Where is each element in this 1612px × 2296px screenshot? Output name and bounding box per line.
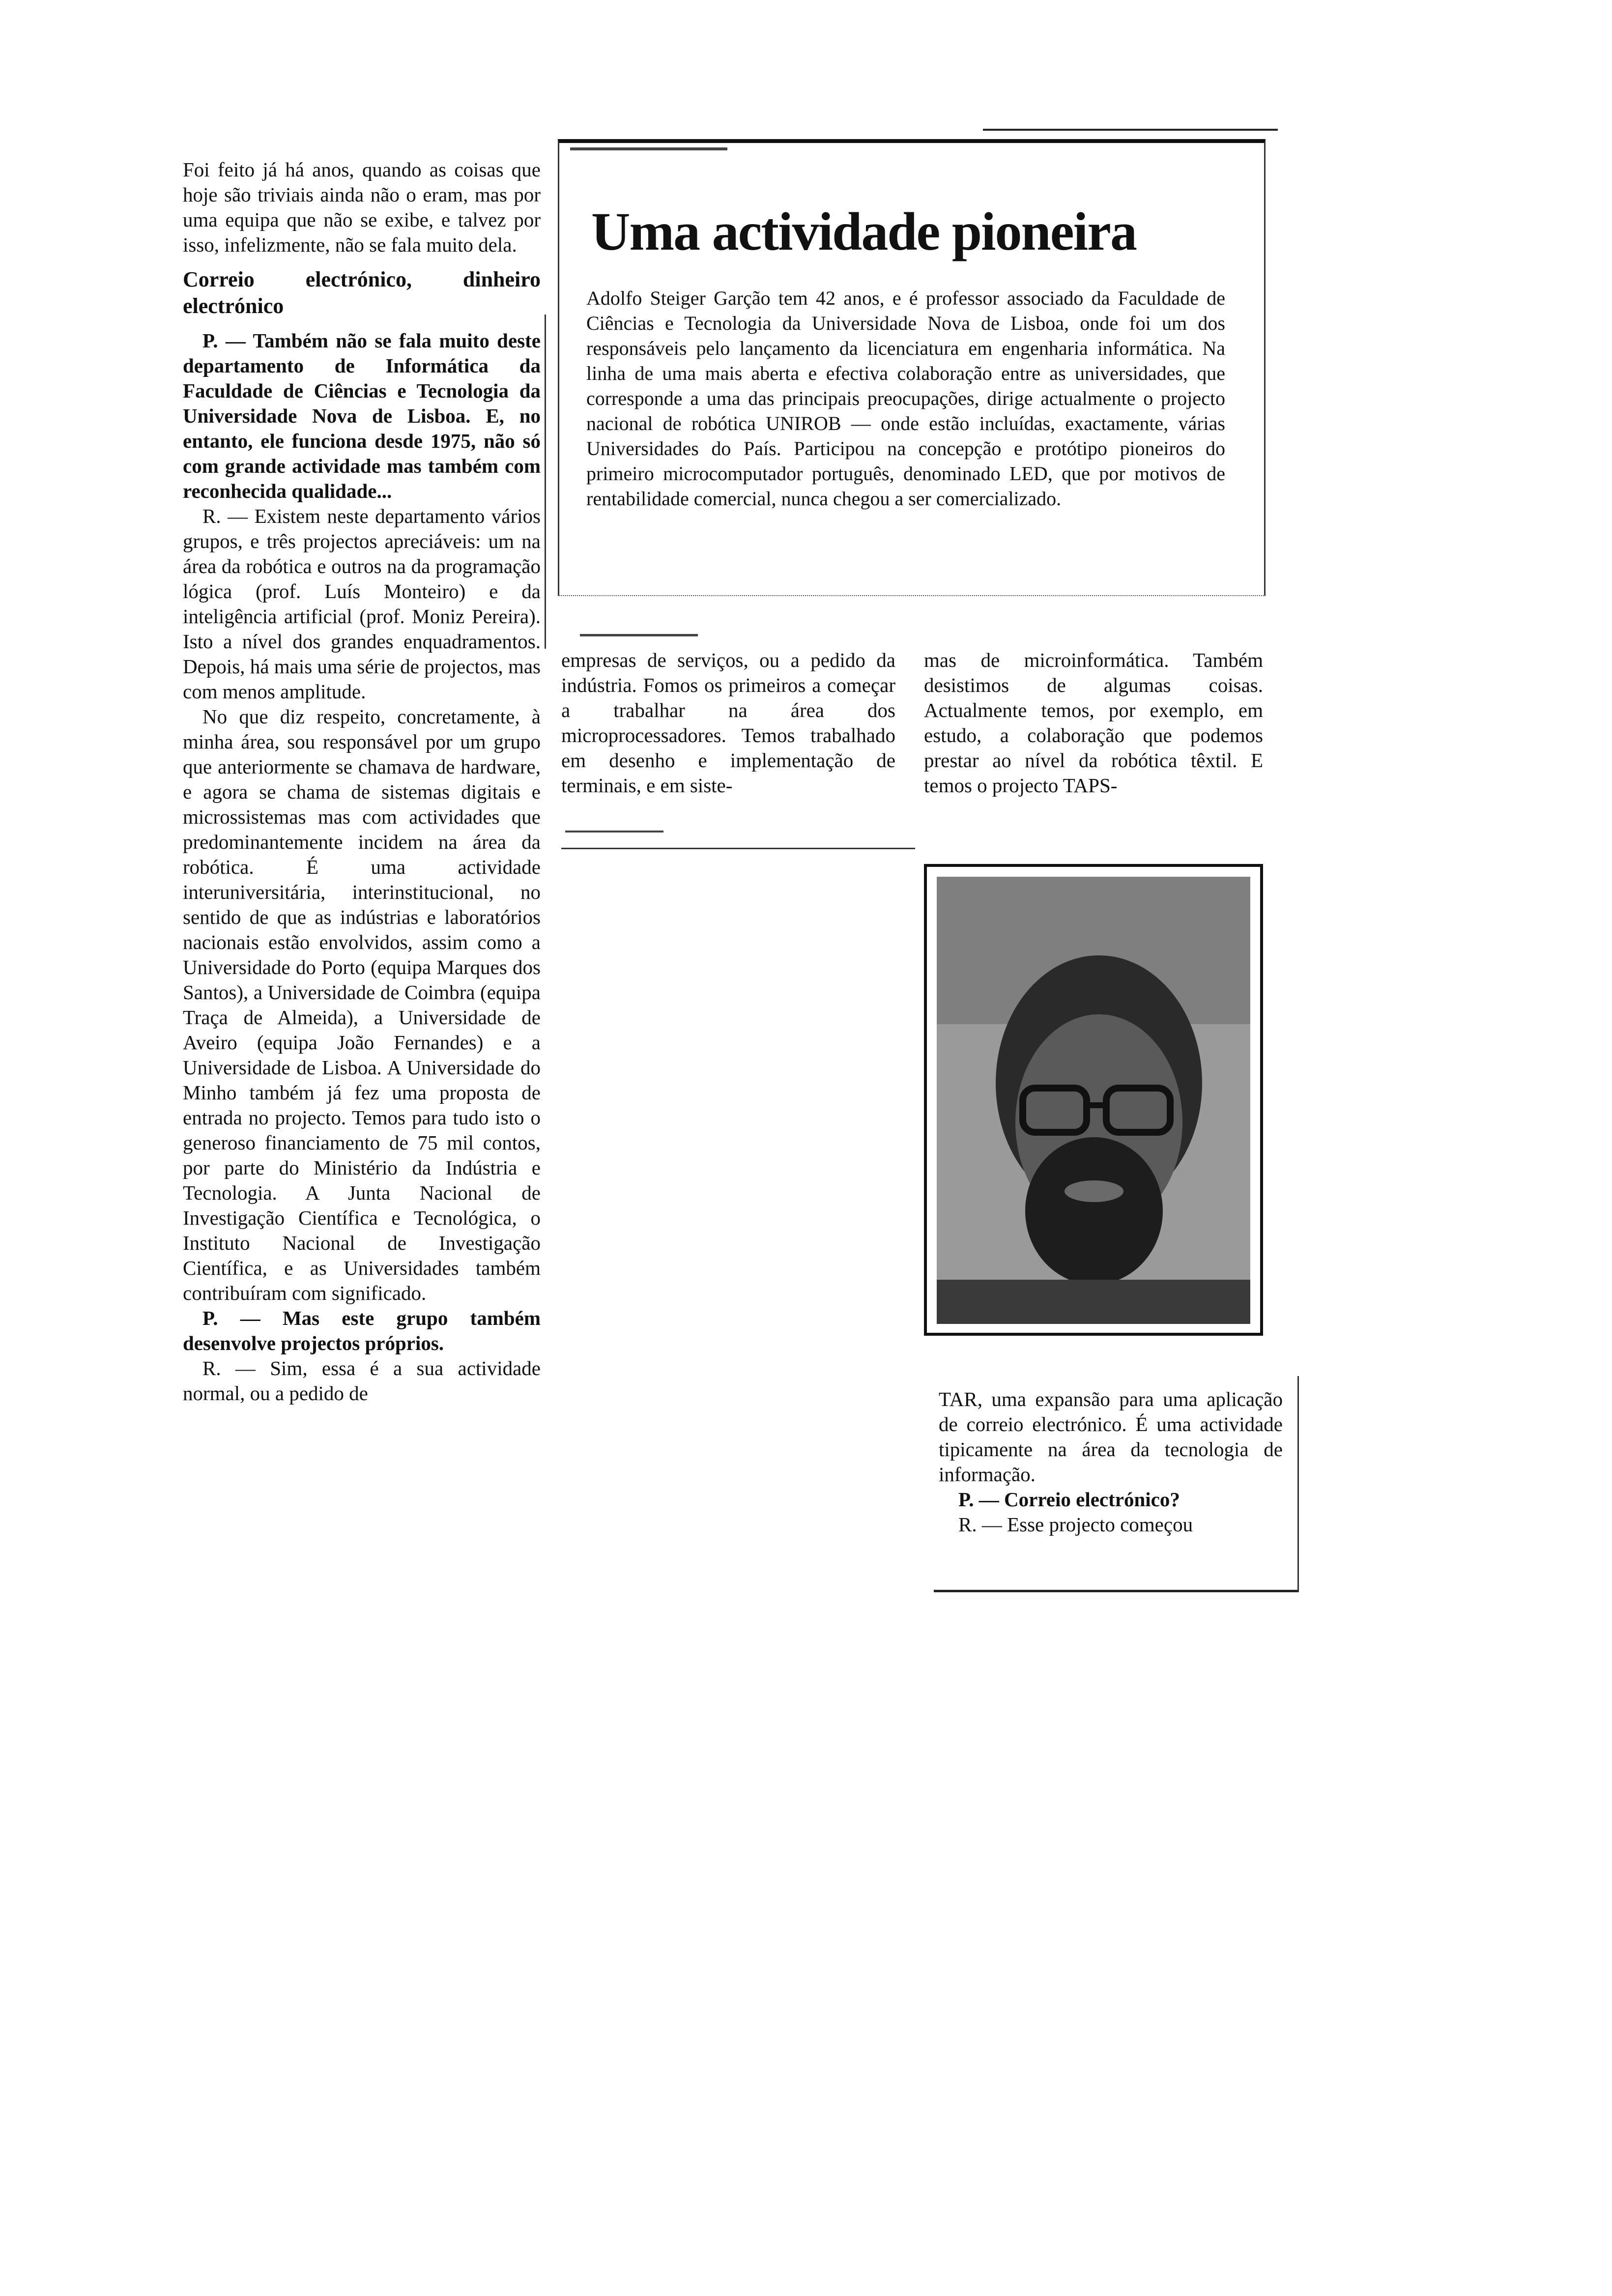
column-rule <box>545 315 546 649</box>
answer-1-continued: No que diz respeito, concretamente, à minha área, sou responsável por um grupo que anteriormente se chamava de hardware, e agora se chama de sistemas digitais e microssistemas mas com actividades que predominantemente incidem na área da robótica. É uma actividade interuniversitária, interinstitucional, no sentido de que as indústrias e laboratórios nacionais estão envolvidos, assim como a Universidade do Porto (equipa Marques dos Santos), a Universidade de Coimbra (equipa Traça de Almeida), a Universidade de Aveiro (equipa João Fernandes) e a Universidade de Lisboa. A Universidade do Minho também já fez uma proposta de entrada no projecto. Temos para tudo isto o generoso financiamento de 75 mil contos, por parte do Ministério da Indústria e Tecnologia. A Junta Nacional de Investigação Científica e Tecnológica, o Instituto Nacional de Investigação Científica, e as Universidades também contribuíram com significado. <box>183 705 541 1304</box>
portrait-photo <box>924 864 1263 1336</box>
noise-speck <box>570 147 727 150</box>
section-heading: Correio electrónico, dinheiro electrónico <box>183 267 541 318</box>
tail-side-rule <box>1297 1376 1299 1592</box>
answer-1: R. — Existem neste departamento vários grupos, e três projectos apreciáveis: um na área da robótica e outros na da programação lógica (prof. Luís Monteiro) e da inteligência artificial (prof. Moniz Pereira). Isto a nível dos grandes enquadramentos. Depois, há mais uma série de projectos, mas com menos amplitude. <box>183 505 541 703</box>
profile-box <box>558 139 1266 596</box>
portrait-drawing <box>937 877 1250 1324</box>
right-column <box>924 648 1263 798</box>
portrait-image <box>937 877 1250 1324</box>
intro-paragraph: Foi feito já há anos, quando as coisas que hoje são triviais ainda não o eram, mas por uma equipa que não se exibe, e talvez por isso, infelizmente, não se fala muito dela. <box>183 158 541 256</box>
question-3: P. — Correio electrónico? <box>958 1488 1180 1511</box>
middle-rule <box>561 848 915 849</box>
tail-column <box>939 1387 1283 1537</box>
tail-text: TAR, uma expansão para uma aplicação de correio electrónico. É uma actividade tipicamente na área da tecnologia de informação. <box>939 1388 1283 1486</box>
top-rule <box>983 129 1278 131</box>
box-text: Adolfo Steiger Garção tem 42 anos, e é professor associado da Faculdade de Ciências e Tecnologia da Universidade Nova de Lisboa, onde foi um dos responsáveis pelo lançamento da licenciatura em engenharia informática. Na linha de uma mais aberta e efectiva colaboração entre as universidades, que corresponde a uma das principais preocupações, dirige actualmente o projecto nacional de robótica UNIROB — onde estão incluídas, exactamente, várias Universidades do País. Participou na concepção e protótipo pioneiros do primeiro microcomputador português, denominado LED, que por motivos de rentabilidade comercial, nunca chegou a ser comercializado. <box>586 287 1225 510</box>
question-1: P. — Também não se fala muito deste departamento de Informática da Faculdade de Ciências e Tecnologia da Universidade Nova de Lisboa. E, no entanto, ele funciona desde 1975, não só com grande actividade mas também com reconhecida qualidade... <box>183 329 541 502</box>
middle-column <box>561 648 895 798</box>
box-title: Uma actividade pioneira <box>591 201 1136 261</box>
noise-speck <box>580 634 698 636</box>
answer-3: R. — Esse projecto começou <box>958 1513 1193 1536</box>
answer-2: R. — Sim, essa é a sua actividade normal, ou a pedido de <box>183 1357 541 1405</box>
left-column <box>183 157 541 1406</box>
middle-text: empresas de serviços, ou a pedido da indústria. Fomos os primeiros a começar a trabalhar na área dos microprocessadores. Temos trabalhado em desenho e implementação de terminais, e em siste- <box>561 649 895 797</box>
right-text: mas de microinformática. Também desistimos de algumas coisas. Actualmente temos, por exemplo, em estudo, a colaboração que podemos prestar ao nível da robótica têxtil. E temos o projecto TAPS- <box>924 649 1263 797</box>
question-2: P. — Mas este grupo também desenvolve projectos próprios. <box>183 1307 541 1354</box>
noise-speck <box>565 831 663 832</box>
tail-rule <box>934 1590 1297 1592</box>
